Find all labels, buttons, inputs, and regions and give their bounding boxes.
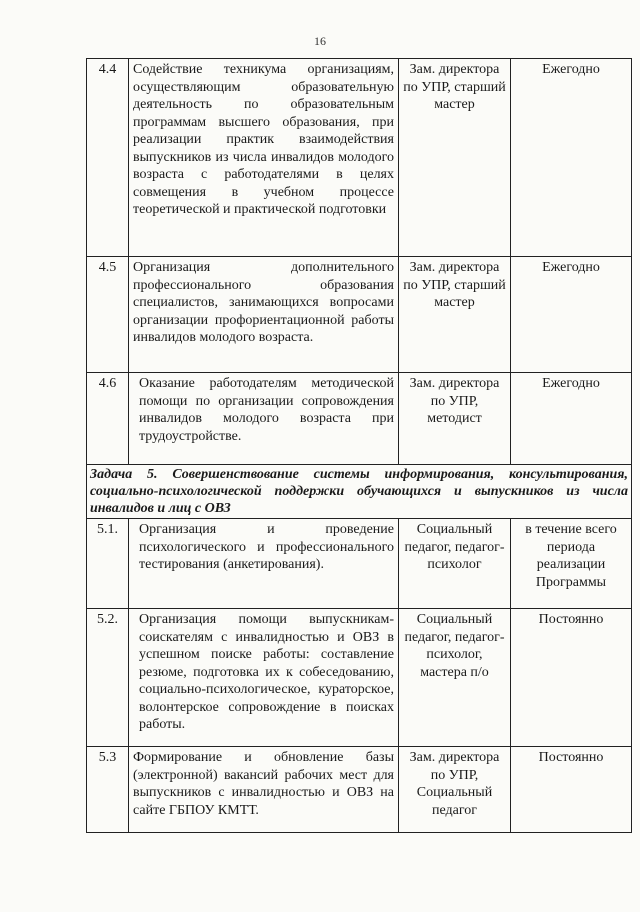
row-number: 5.3: [87, 747, 129, 833]
row-number: 4.4: [87, 59, 129, 257]
responsible: Зам. директора по УПР, Социальный педагог: [399, 747, 511, 833]
term: Ежегодно: [511, 373, 632, 465]
measure-text: Организация дополнительного профессионального образования специалистов, занимающихся вопросами организации профориентационной работы инвалидов молодого возраста.: [129, 257, 399, 373]
responsible: Социальный педагог, педагог-психолог: [399, 519, 511, 609]
task-heading-row: [87, 465, 632, 519]
row-number: 5.1.: [87, 519, 129, 609]
row-number: 5.2.: [87, 609, 129, 747]
responsible: Зам. директора по УПР, старший мастер: [399, 257, 511, 373]
table-row: [87, 373, 632, 465]
term: Ежегодно: [511, 59, 632, 257]
table-row: [87, 519, 632, 609]
task-heading: Задача 5. Совершенствование системы информирования, консультирования, социально-психологической поддержки обучающихся и выпускников из числа инвалидов и лиц с ОВЗ: [87, 465, 632, 519]
responsible: Зам. директора по УПР, методист: [399, 373, 511, 465]
measure-text: Содействие техникума организациям, осуществляющим образовательную деятельность по образовательным программам высшего образования, при реализации практик взаимодействия выпускников из числа инвалидов молодого возраста с работодателями в целях совмещения в учебном процессе теоретической и практической подготовки: [129, 59, 399, 257]
term: Ежегодно: [511, 257, 632, 373]
table-row: [87, 257, 632, 373]
measure-text: Формирование и обновление базы (электронной) вакансий рабочих мест для выпускников с инвалидностью и ОВЗ на сайте ГБПОУ КМТТ.: [129, 747, 399, 833]
term: в течение всего периода реализации Программы: [511, 519, 632, 609]
row-number: 4.5: [87, 257, 129, 373]
table-row: [87, 59, 632, 257]
plan-table: [86, 58, 632, 833]
term: Постоянно: [511, 609, 632, 747]
term: Постоянно: [511, 747, 632, 833]
measure-text: Организация и проведение психологического и профессионального тестирования (анкетирования).: [129, 519, 399, 609]
measure-text: Организация помощи выпускникам-соискателям с инвалидностью и ОВЗ в успешном поиске работы: составление резюме, подготовка их к собеседованию, социально-психологическое, кураторское, волонтерское сопровождение в поисках работы.: [129, 609, 399, 747]
table-row: [87, 747, 632, 833]
responsible: Зам. директора по УПР, старший мастер: [399, 59, 511, 257]
responsible: Социальный педагог, педагог-психолог, мастера п/о: [399, 609, 511, 747]
row-number: 4.6: [87, 373, 129, 465]
measure-text: Оказание работодателям методической помощи по организации сопровождения инвалидов молодого возраста при трудоустройстве.: [129, 373, 399, 465]
page-number: 16: [314, 34, 326, 48]
table-row: [87, 609, 632, 747]
